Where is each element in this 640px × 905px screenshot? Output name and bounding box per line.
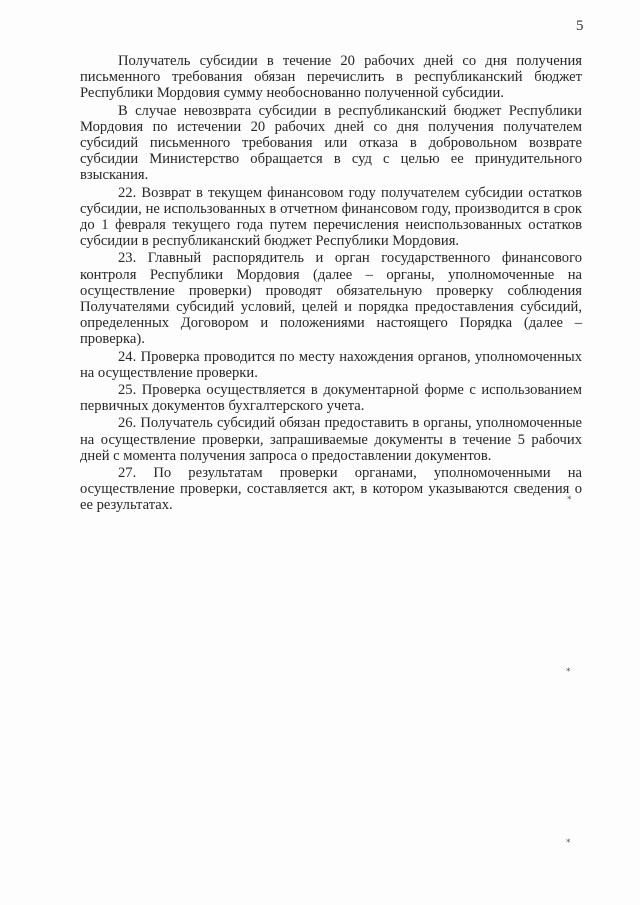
page-number: 5 xyxy=(576,18,584,34)
paragraph-non-refund-court: В случае невозврата субсидии в республиканский бюджет Республики Мордовия по истечении 20 рабочих дней со дня получения получателем субсидий письменного требования или отказа в добровольном возврате субсидии Министерство обращается в суд с целью ее принудительного взыскания. xyxy=(80,102,582,184)
document-body xyxy=(80,53,582,515)
scan-speck: * xyxy=(566,838,571,848)
paragraph-22-return-remainder: 22. Возврат в текущем финансовом году получателем субсидии остатков субсидии, не использованных в отчетном финансовом году, производится в срок до 1 февраля текущего года путем перечисления неиспользованных остатков субсидии в республиканский бюджет Республики Мордовия. xyxy=(80,184,582,250)
paragraph-27-inspection-act: 27. По результатам проверки органами, уполномоченными на осуществление проверки, составляется акт, в котором указываются сведения о ее результатах. xyxy=(80,465,582,514)
paragraph-25-documentary-form: 25. Проверка осуществляется в документарной форме с использованием первичных документов бухгалтерского учета. xyxy=(80,382,582,415)
paragraph-24-inspection-location: 24. Проверка проводится по месту нахождения органов, уполномоченных на осуществление проверки. xyxy=(80,348,582,381)
paragraph-23-mandatory-inspection: 23. Главный распорядитель и орган государственного финансового контроля Республики Мордовия (далее – органы, уполномоченные на осуществление проверки) проводят обязательную проверку соблюдения Получателями субсидий условий, целей и порядка предоставления субсидий, определенных Договором и положениями настоящего Порядка (далее – проверка). xyxy=(80,250,582,348)
scan-speck: * xyxy=(566,667,571,677)
paragraph-refund-obligation: Получатель субсидии в течение 20 рабочих дней со дня получения письменного требования обязан перечислить в республиканский бюджет Республики Мордовия сумму необоснованно полученной субсидии. xyxy=(80,53,582,102)
scan-speck: * xyxy=(567,495,572,505)
paragraph-26-provide-documents: 26. Получатель субсидий обязан предоставить в органы, уполномоченные на осуществление проверки, запрашиваемые документы в течение 5 рабочих дней с момента получения запроса о предоставлении документов. xyxy=(80,415,582,464)
